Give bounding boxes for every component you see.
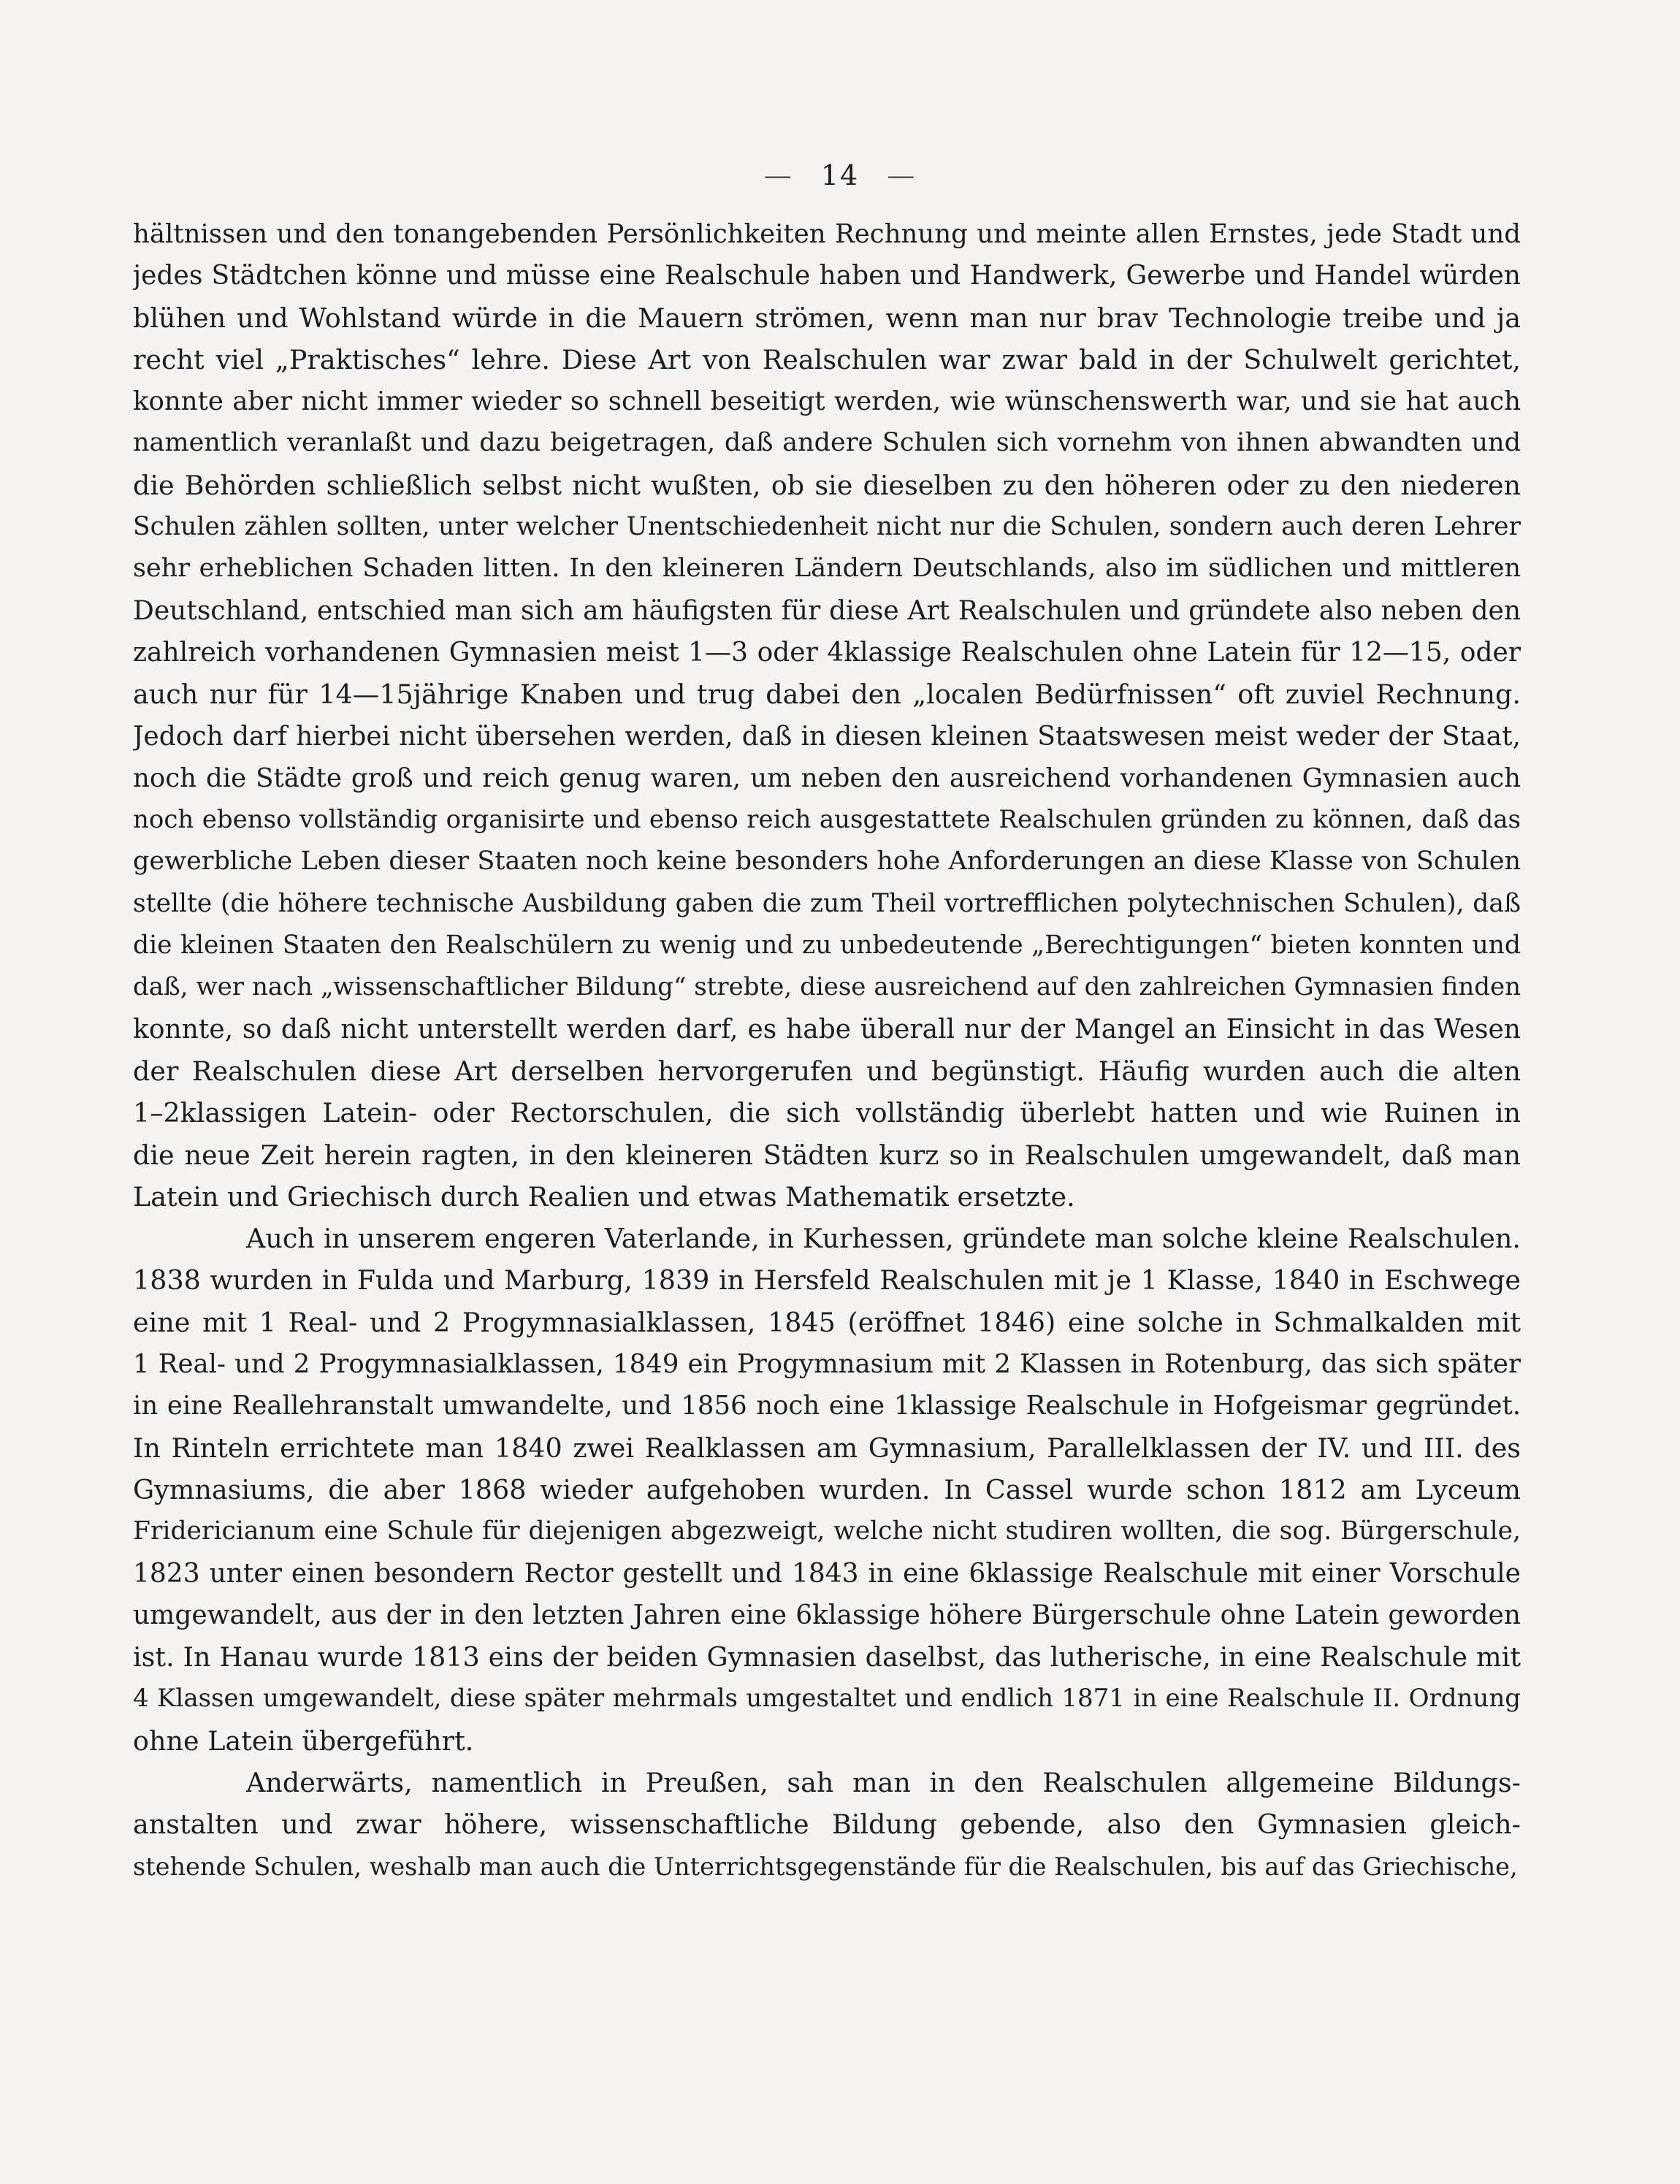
text-line: namentlich veranlaßt und dazu beigetragen, daß andere Schulen sich vornehm von ihnen abwandten und <box>133 428 1521 458</box>
text-line: gewerbliche Leben dieser Staaten noch keine besonders hohe Anforderungen an diese Klasse von Schulen <box>133 847 1521 877</box>
text-line: zahlreich vorhandenen Gymnasien meist 1—3 oder 4klassige Realschulen ohne Latein für 12—15, oder <box>133 637 1521 668</box>
text-line: 4 Klassen umgewandelt, diese später mehrmals umgestaltet und endlich 1871 in eine Realschule II. Ordnung <box>133 1684 1521 1714</box>
text-line: umgewandelt, aus der in den letzten Jahren eine 6klassige höhere Bürgerschule ohne Latein geworden <box>133 1600 1521 1630</box>
text-line: noch die Städte groß und reich genug waren, um neben den ausreichend vorhandenen Gymnasien auch <box>133 763 1521 793</box>
text-line: 1823 unter einen besondern Rector gestellt und 1843 in eine 6klassige Realschule mit einer Vorschule <box>133 1558 1521 1589</box>
text-line: konnte aber nicht immer wieder so schnell beseitigt werden, wie wünschenswerth war, und sie hat auch <box>133 386 1521 417</box>
text-line: der Realschulen diese Art derselben hervorgerufen und begünstigt. Häufig wurden auch die alten <box>133 1055 1521 1087</box>
text-line: Anderwärts, namentlich in Preußen, sah man in den Realschulen allgemeine Bildungs- <box>246 1766 1521 1798</box>
page-header <box>0 159 1680 191</box>
text-line: konnte, so daß nicht unterstellt werden darf, es habe überall nur der Mangel an Einsicht in das Wesen <box>133 1014 1521 1045</box>
text-line: eine mit 1 Real- und 2 Progymnasialklassen, 1845 (eröffnet 1846) eine solche in Schmalkalden mit <box>133 1306 1521 1338</box>
header-dash-right: — <box>887 159 917 191</box>
body-text <box>133 213 1521 1887</box>
text-line: in eine Reallehranstalt umwandelte, und 1856 noch eine 1klassige Realschule in Hofgeismar gegründet. <box>133 1391 1521 1421</box>
text-line: sehr erheblichen Schaden litten. In den kleineren Ländern Deutschlands, also im südlichen und mittleren <box>133 554 1521 584</box>
header-dash-left: — <box>763 159 793 191</box>
text-line: Schulen zählen sollten, unter welcher Unentschiedenheit nicht nur die Schulen, sondern auch deren Lehrer <box>133 512 1521 542</box>
text-line: noch ebenso vollständig organisirte und ebenso reich ausgestattete Realschulen gründen zu können, daß das <box>133 805 1521 835</box>
text-line: Fridericianum eine Schule für diejenigen abgezweigt, welche nicht studiren wollten, die sog. Bürgerschule, <box>133 1516 1521 1546</box>
text-line: daß, wer nach „wissenschaftlicher Bildung“ strebte, diese ausreichend auf den zahlreichen Gymnasien finden <box>133 972 1521 1002</box>
text-line: In Rinteln errichtete man 1840 zwei Realklassen am Gymnasium, Parallelklassen der IV. und III. des <box>133 1432 1521 1464</box>
text-line: Jedoch darf hierbei nicht übersehen werden, daß in diesen kleinen Staatswesen meist weder der Staat, <box>133 721 1521 752</box>
text-line: jedes Städtchen könne und müsse eine Realschule haben und Handwerk, Gewerbe und Handel würden <box>133 261 1521 291</box>
text-line: Gymnasiums, die aber 1868 wieder aufgehoben wurden. In Cassel wurde schon 1812 am Lyceum <box>133 1473 1521 1505</box>
paragraph <box>133 1762 1521 1887</box>
text-line: 1–2klassigen Latein- oder Rectorschulen, die sich vollständig überlebt hatten und wie Ruinen in <box>133 1097 1521 1129</box>
paragraph <box>133 213 1521 1218</box>
text-line: ist. In Hanau wurde 1813 eins der beiden Gymnasien daselbst, das lutherische, in eine Realschule mit <box>133 1641 1521 1673</box>
text-line: hältnissen und den tonangebenden Persönlichkeiten Rechnung und meinte allen Ernstes, jede Stadt und <box>133 219 1521 249</box>
text-line: Latein und Griechisch durch Realien und etwas Mathematik ersetzte. <box>133 1180 1075 1213</box>
text-line: 1838 wurden in Fulda und Marburg, 1839 in Hersfeld Realschulen mit je 1 Klasse, 1840 in Eschwege <box>133 1264 1521 1297</box>
text-line: ohne Latein übergeführt. <box>133 1725 474 1757</box>
text-line: recht viel „Praktisches“ lehre. Diese Art von Realschulen war zwar bald in der Schulwelt gerichtet, <box>133 343 1521 375</box>
text-line: auch nur für 14—15jährige Knaben und trug dabei den „localen Bedürfnissen“ oft zuviel Rechnung. <box>133 679 1521 711</box>
text-line: blühen und Wohlstand würde in die Mauern strömen, wenn man nur brav Technologie treibe und ja <box>133 302 1521 334</box>
text-line: anstalten und zwar höhere, wissenschaftliche Bildung gebende, also den Gymnasien gleich- <box>133 1809 1521 1841</box>
text-line: die neue Zeit herein ragten, in den kleineren Städten kurz so in Realschulen umgewandelt, daß man <box>133 1139 1521 1171</box>
text-line: Deutschland, entschied man sich am häufigsten für diese Art Realschulen und gründete also neben den <box>133 595 1521 626</box>
text-line: die kleinen Staaten den Realschülern zu wenig und zu unbedeutende „Berechtigungen“ bieten konnten und <box>133 931 1521 961</box>
text-line: die Behörden schließlich selbst nicht wußten, ob sie dieselben zu den höheren oder zu den niederen <box>133 469 1521 501</box>
page-number: 14 <box>820 159 860 191</box>
text-line: 1 Real- und 2 Progymnasialklassen, 1849 ein Progymnasium mit 2 Klassen in Rotenburg, das sich später <box>133 1349 1521 1380</box>
text-line: Auch in unserem engeren Vaterlande, in Kurhessen, gründete man solche kleine Realschulen. <box>246 1223 1521 1255</box>
paragraph <box>133 1218 1521 1762</box>
text-line: stellte (die höhere technische Ausbildung gaben die zum Theil vortrefflichen polytechnischen Schulen), daß <box>133 888 1521 918</box>
text-line: stehende Schulen, weshalb man auch die Unterrichtsgegenstände für die Realschulen, bis auf das Griechische, <box>133 1852 1518 1881</box>
